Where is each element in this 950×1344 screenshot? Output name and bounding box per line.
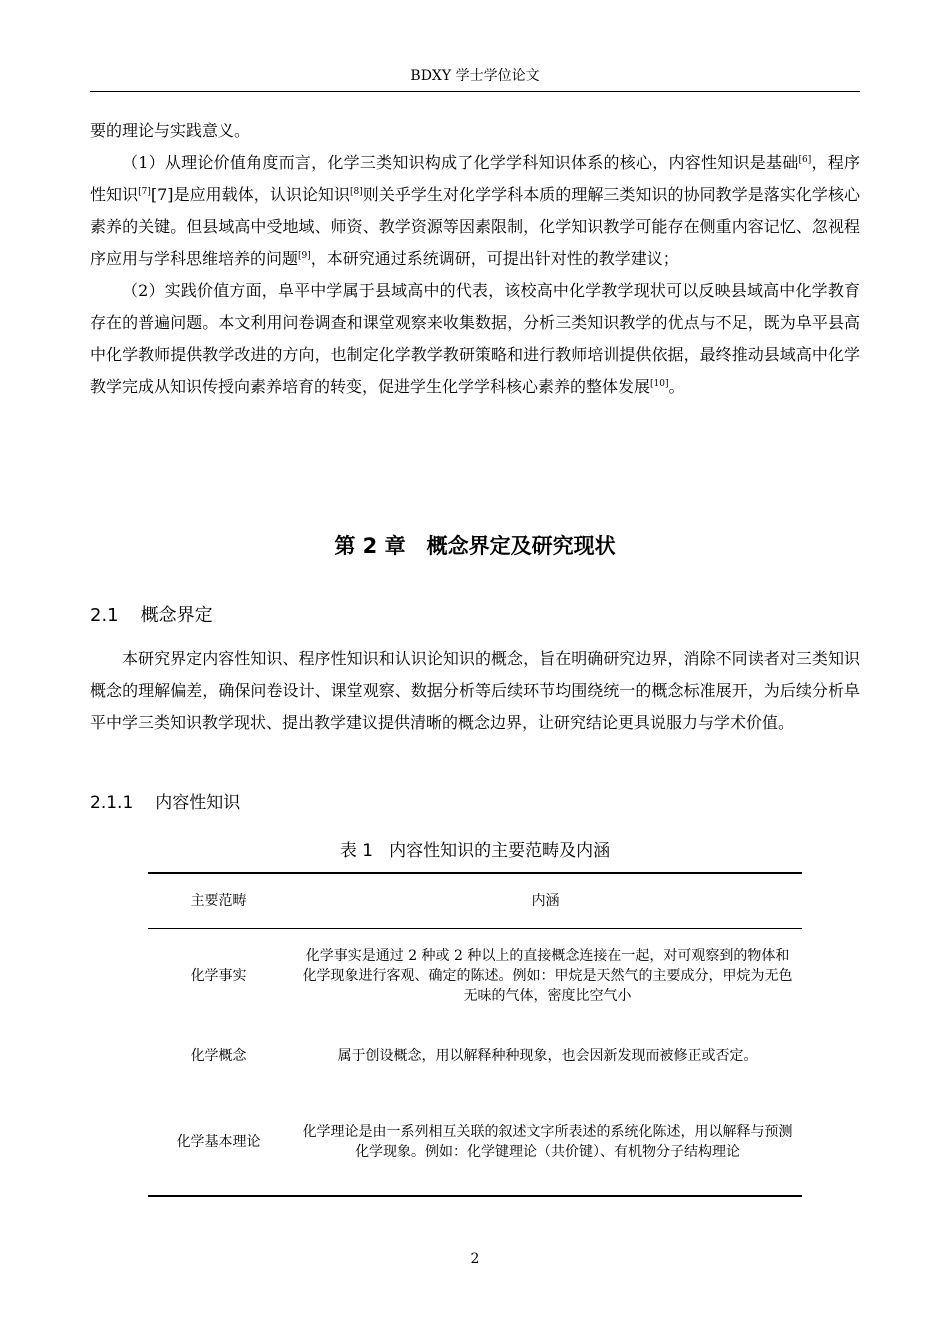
intro-body: [90, 115, 860, 403]
paragraph-continuation: 要的理论与实践意义。: [90, 121, 251, 140]
running-header: BDXY 学士学位论文: [410, 68, 540, 84]
cell-category: 化学事实: [190, 968, 247, 984]
chapter-title: 第 2 章 概念界定及研究现状: [334, 534, 616, 558]
content-knowledge-table: [148, 872, 802, 1197]
table-header-row: [148, 873, 802, 929]
table-row: [148, 1089, 802, 1196]
paragraph-concept-definition: 本研究界定内容性知识、程序性知识和认识论知识的概念，旨在明确研究边界，消除不同读者对三类知识概念的理解偏差，确保问卷设计、课堂观察、数据分析等后续环节均围绕统一的概念标准展开，为后续分析阜平中学三类知识教学现状、提出教学建议提供清晰的概念边界，让研究结论更具说服力与学术价值。: [90, 649, 860, 732]
section-heading-2-1: [90, 601, 213, 631]
text-run: [7]是应用载体，认识论知识: [150, 185, 351, 204]
table-row: [148, 1023, 802, 1089]
cell-category: 化学概念: [190, 1048, 247, 1064]
paragraph-theoretical-value: [90, 147, 860, 275]
text-run: 则关乎学生对化学学科本质的理解三类知识的协同教学是落实化学核心素养的关键。但县域高中受地域、师资、教学资源等因素限制，化学知识教学可能存在侧重内容记忆、忽视程序应用与学科思维培养的问题: [90, 185, 860, 268]
text-run: 。: [668, 377, 685, 396]
table-row: [148, 929, 802, 1024]
header-category: 主要范畴: [190, 893, 247, 909]
text-run: ，程序性知识: [90, 153, 860, 204]
section-number: 2.1.1: [90, 793, 134, 813]
section-number: 2.1: [90, 605, 119, 626]
citation-ref: [6]: [798, 155, 812, 165]
header-meaning: 内涵: [531, 893, 560, 909]
text-run: （2）实践价值方面，阜平中学属于县域高中的代表，该校高中化学教学现状可以反映县域高中化学教育存在的普遍问题。本文利用问卷调查和课堂观察来收集数据，分析三类知识教学的优点与不足，既为阜平县高中化学教师提供教学改进的方向，也制定化学教学教研策略和进行教师培训提供依据，最终推动县域高中化学教学完成从知识传授向素养培育的转变，促进学生化学学科核心素养的整体发展: [90, 281, 860, 396]
table-number: 表 1: [339, 841, 374, 861]
section-2-1-body: [90, 643, 860, 739]
citation-ref: [9]: [298, 251, 311, 261]
table-caption: [148, 838, 802, 864]
citation-ref: [10]: [650, 379, 669, 389]
text-run: ，本研究通过系统调研，可提出针对性的教学建议；: [310, 249, 679, 268]
header-rule: [90, 91, 860, 92]
section-heading-2-1-1: [90, 788, 240, 818]
cell-meaning: 属于创设概念，用以解释种种现象，也会因新发现而被修正或否定。: [337, 1048, 758, 1064]
text-run: （1）从理论价值角度而言，化学三类知识构成了化学学科知识体系的核心，内容性知识是基础: [122, 153, 799, 172]
citation-ref: [7]: [138, 187, 151, 197]
page-number: 2: [470, 1251, 480, 1267]
section-title: 内容性知识: [155, 793, 241, 813]
paragraph-practical-value: [90, 275, 860, 403]
cell-meaning: 化学事实是通过 2 种或 2 种以上的直接概念连接在一起，对可观察到的物体和化学现象进行客观、确定的陈述。例如：甲烷是天然气的主要成分，甲烷为无色无味的气体，密度比空气小: [302, 948, 793, 1004]
citation-ref: [8]: [350, 187, 363, 197]
cell-category: 化学基本理论: [176, 1134, 261, 1150]
cell-meaning: 化学理论是由一系列相互关联的叙述文字所表述的系统化陈述，用以解释与预测化学现象。例如：化学键理论（共价键）、有机物分子结构理论: [302, 1124, 793, 1160]
section-title: 概念界定: [140, 605, 213, 626]
table-title: 内容性知识的主要范畴及内涵: [389, 841, 611, 861]
